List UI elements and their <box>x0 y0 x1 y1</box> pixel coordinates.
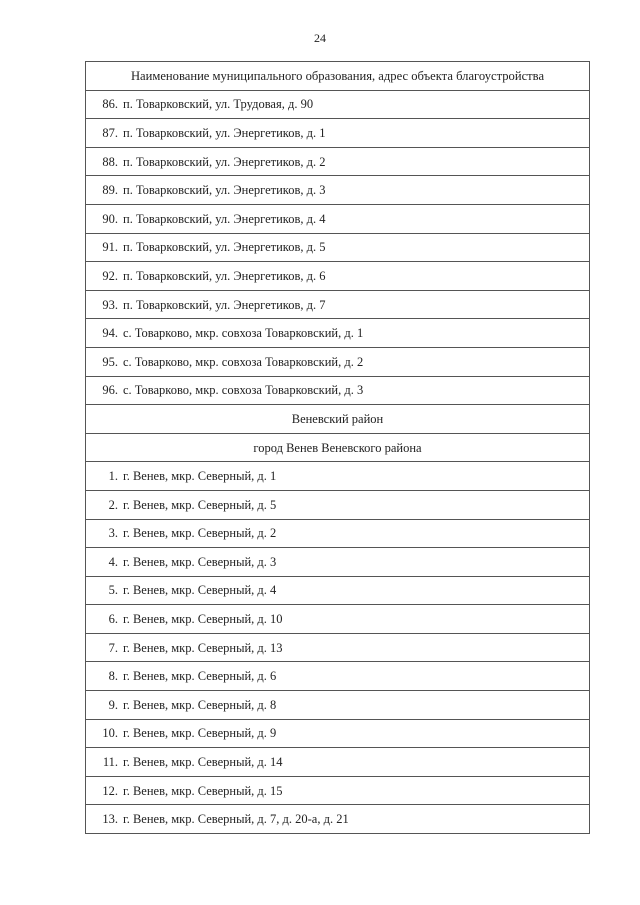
table-row <box>86 176 590 205</box>
address-text: п. Товарковский, ул. Энергетиков, д. 2 <box>123 154 326 169</box>
address-cell <box>86 576 590 605</box>
address-text: г. Венев, мкр. Северный, д. 7, д. 20-а, д. 21 <box>123 812 349 827</box>
table-row <box>86 719 590 748</box>
address-cell <box>86 147 590 176</box>
table-row <box>86 805 590 834</box>
row-number: 87. <box>102 125 118 140</box>
row-number: 1. <box>108 469 118 484</box>
table-row <box>86 490 590 519</box>
objects-table <box>85 61 590 834</box>
row-number: 5. <box>108 583 118 598</box>
address-text: п. Товарковский, ул. Энергетиков, д. 3 <box>123 183 326 198</box>
address-text: п. Товарковский, ул. Трудовая, д. 90 <box>123 97 314 112</box>
row-number: 10. <box>102 726 118 741</box>
address-cell <box>86 262 590 291</box>
row-number: 13. <box>102 812 118 827</box>
row-number: 9. <box>108 697 118 712</box>
table-row <box>86 605 590 634</box>
row-number: 3. <box>108 526 118 541</box>
address-cell <box>86 347 590 376</box>
address-cell <box>86 462 590 491</box>
address-text: г. Венев, мкр. Северный, д. 9 <box>123 726 277 741</box>
address-text: г. Венев, мкр. Северный, д. 1 <box>123 469 277 484</box>
address-text: п. Товарковский, ул. Энергетиков, д. 7 <box>123 297 326 312</box>
address-text: г. Венев, мкр. Северный, д. 3 <box>123 554 277 569</box>
address-text: п. Товарковский, ул. Энергетиков, д. 5 <box>123 240 326 255</box>
address-cell <box>86 204 590 233</box>
table-row <box>86 347 590 376</box>
table-row <box>86 576 590 605</box>
address-cell <box>86 319 590 348</box>
row-number: 86. <box>102 97 118 112</box>
row-number: 8. <box>108 669 118 684</box>
address-text: п. Товарковский, ул. Энергетиков, д. 6 <box>123 268 326 283</box>
table-row <box>86 204 590 233</box>
address-cell <box>86 805 590 834</box>
address-text: г. Венев, мкр. Северный, д. 8 <box>123 697 277 712</box>
table-row <box>86 662 590 691</box>
row-number: 93. <box>102 297 118 312</box>
table-row <box>86 691 590 720</box>
table-row <box>86 319 590 348</box>
address-cell <box>86 490 590 519</box>
section-title: Веневский район <box>86 405 590 434</box>
table-row <box>86 376 590 405</box>
row-number: 12. <box>102 783 118 798</box>
address-cell <box>86 548 590 577</box>
address-text: с. Товарково, мкр. совхоза Товарковский, д. 3 <box>123 383 364 398</box>
address-text: г. Венев, мкр. Северный, д. 13 <box>123 640 283 655</box>
table-header-row <box>86 62 590 91</box>
row-number: 92. <box>102 268 118 283</box>
row-number: 4. <box>108 554 118 569</box>
table-row <box>86 462 590 491</box>
row-number: 89. <box>102 183 118 198</box>
table-row <box>86 262 590 291</box>
row-number: 6. <box>108 612 118 627</box>
address-cell <box>86 519 590 548</box>
row-number: 11. <box>102 755 118 770</box>
address-text: г. Венев, мкр. Северный, д. 6 <box>123 669 277 684</box>
address-text: г. Венев, мкр. Северный, д. 15 <box>123 783 283 798</box>
address-cell <box>86 691 590 720</box>
row-number: 2. <box>108 497 118 512</box>
table-body <box>86 62 590 834</box>
section-row <box>86 433 590 462</box>
table-row <box>86 548 590 577</box>
table-row <box>86 119 590 148</box>
table-row <box>86 748 590 777</box>
address-text: с. Товарково, мкр. совхоза Товарковский, д. 1 <box>123 326 364 341</box>
table-row <box>86 519 590 548</box>
table-row <box>86 290 590 319</box>
row-number: 91. <box>102 240 118 255</box>
address-text: п. Товарковский, ул. Энергетиков, д. 4 <box>123 211 326 226</box>
table-row <box>86 233 590 262</box>
address-text: г. Венев, мкр. Северный, д. 2 <box>123 526 277 541</box>
section-row <box>86 405 590 434</box>
address-cell <box>86 176 590 205</box>
row-number: 88. <box>102 154 118 169</box>
page-number: 24 <box>314 31 326 45</box>
address-text: п. Товарковский, ул. Энергетиков, д. 1 <box>123 125 326 140</box>
row-number: 7. <box>108 640 118 655</box>
table-row <box>86 776 590 805</box>
row-number: 90. <box>102 211 118 226</box>
address-cell <box>86 376 590 405</box>
address-cell <box>86 119 590 148</box>
row-number: 96. <box>102 383 118 398</box>
section-title: город Венев Веневского района <box>86 433 590 462</box>
address-cell <box>86 748 590 777</box>
address-text: г. Венев, мкр. Северный, д. 5 <box>123 497 277 512</box>
address-cell <box>86 90 590 119</box>
table-row <box>86 90 590 119</box>
row-number: 95. <box>102 354 118 369</box>
address-cell <box>86 719 590 748</box>
address-cell <box>86 605 590 634</box>
address-text: г. Венев, мкр. Северный, д. 4 <box>123 583 277 598</box>
address-cell <box>86 662 590 691</box>
address-text: г. Венев, мкр. Северный, д. 14 <box>123 755 283 770</box>
address-text: с. Товарково, мкр. совхоза Товарковский, д. 2 <box>123 354 364 369</box>
address-cell <box>86 776 590 805</box>
address-cell <box>86 290 590 319</box>
address-text: г. Венев, мкр. Северный, д. 10 <box>123 612 283 627</box>
table-header-cell: Наименование муниципального образования, адрес объекта благоустройства <box>86 62 590 91</box>
address-cell <box>86 633 590 662</box>
table-row <box>86 633 590 662</box>
address-cell <box>86 233 590 262</box>
table-row <box>86 147 590 176</box>
row-number: 94. <box>102 326 118 341</box>
